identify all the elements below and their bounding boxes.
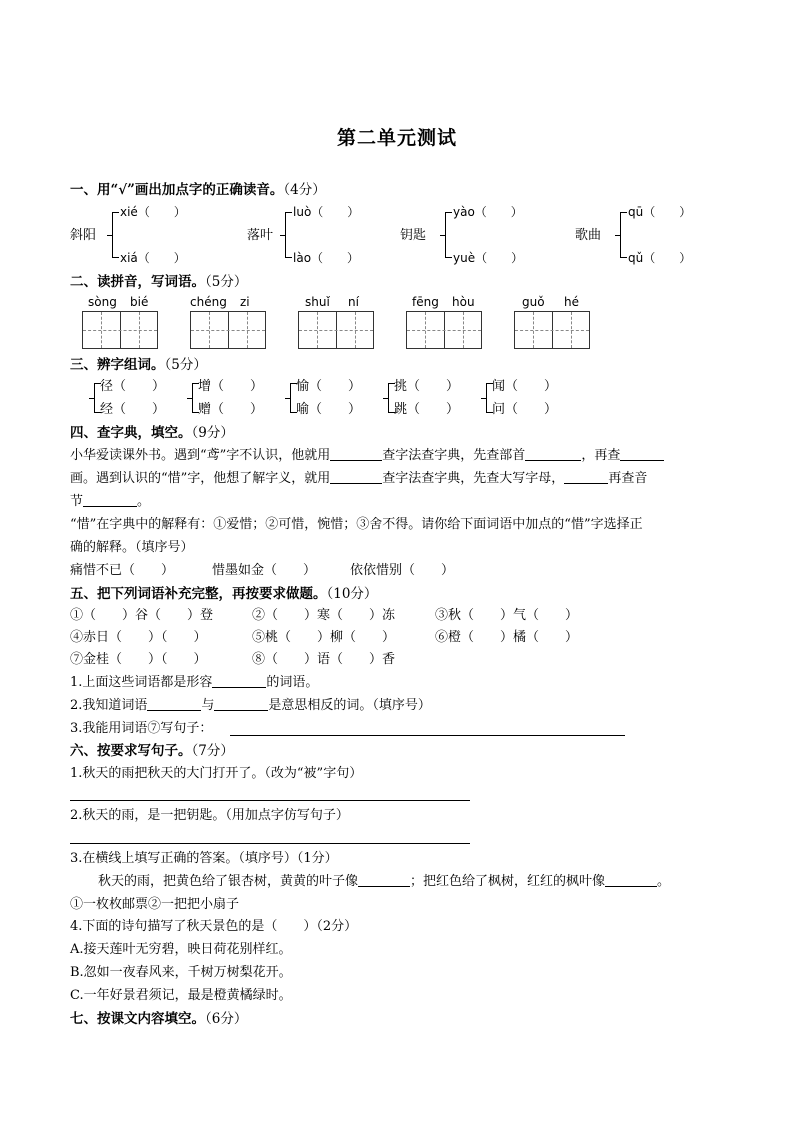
section-7-heading bbox=[70, 1009, 247, 1029]
text: 2.我知道词语 bbox=[70, 698, 148, 713]
text: 查字法查字典，先查大写字母， bbox=[382, 471, 565, 486]
reading-option[interactable]: xié（ ） bbox=[120, 205, 186, 219]
word-1: 斜阳 bbox=[70, 228, 97, 243]
brace bbox=[94, 383, 95, 413]
s6-question-4: 4.下面的诗句描写了秋天景色的是（ ）（2分） bbox=[70, 919, 358, 934]
text: 与 bbox=[201, 698, 215, 713]
reading-option[interactable]: qū（ ） bbox=[628, 205, 692, 219]
idiom-item[interactable]: ⑧（ ）语（ ）香 bbox=[252, 652, 396, 667]
text: ，再查 bbox=[581, 448, 621, 463]
idiom-item[interactable]: ⑥橙（ ）橘（ ） bbox=[435, 630, 579, 645]
text: 小华爱读课外书。遇到“鸢”字不认识，他就用 bbox=[70, 448, 331, 463]
text: 画。遇到认识的“惜”字，他想了解字义，就用 bbox=[70, 471, 331, 486]
option-c[interactable]: C.一年好景君须记，最是橙黄橘绿时。 bbox=[70, 988, 292, 1003]
char-item[interactable]: 增（ ） bbox=[198, 379, 264, 394]
writing-grid[interactable] bbox=[190, 311, 266, 349]
brace bbox=[620, 212, 621, 258]
text: 秋天的雨，把黄色给了银杏树，黄黄的叶子像 bbox=[98, 874, 359, 889]
s4-line-1 bbox=[70, 446, 664, 466]
text: 的词语。 bbox=[266, 675, 319, 690]
section-5-title: 五、把下列词语补充完整，再按要求做题。 bbox=[70, 586, 327, 602]
text: 是意思相反的词。（填序号） bbox=[268, 698, 431, 713]
writing-grid[interactable] bbox=[298, 311, 374, 349]
section-5-heading bbox=[70, 584, 377, 604]
idiom-item[interactable]: ⑦金桂（ ）（ ） bbox=[70, 652, 207, 667]
pinyin: ní bbox=[348, 295, 359, 309]
reading-option[interactable]: luò（ ） bbox=[293, 205, 360, 219]
section-3-heading bbox=[70, 355, 207, 375]
section-4-heading bbox=[70, 423, 234, 443]
section-2-title: 二、读拼音，写词语。 bbox=[70, 274, 205, 290]
reading-option[interactable]: yuè（ ） bbox=[453, 251, 524, 265]
writing-grid[interactable] bbox=[514, 311, 590, 349]
text: 查字法查字典，先查部首 bbox=[382, 448, 526, 463]
blank[interactable] bbox=[214, 696, 268, 711]
text: 。 bbox=[137, 494, 151, 509]
idiom-item[interactable]: ③秋（ ）气（ ） bbox=[435, 608, 579, 623]
char-item[interactable]: 跳（ ） bbox=[394, 402, 460, 417]
pinyin: bié bbox=[130, 295, 149, 309]
section-5-points: （10分） bbox=[326, 586, 378, 602]
section-1-title: 一、用“√”画出加点字的正确读音。 bbox=[70, 182, 284, 198]
s6-question-3-sentence bbox=[98, 872, 670, 892]
blank[interactable] bbox=[83, 492, 137, 507]
char-item[interactable]: 喻（ ） bbox=[296, 402, 362, 417]
pinyin: sòng bbox=[88, 295, 117, 309]
pinyin: hòu bbox=[452, 295, 475, 309]
blank[interactable] bbox=[525, 446, 581, 461]
reading-option[interactable]: yào（ ） bbox=[453, 205, 523, 219]
section-7-title: 七、按课文内容填空。 bbox=[70, 1011, 205, 1027]
reading-option[interactable]: lào（ ） bbox=[293, 251, 360, 265]
text: 再查音 bbox=[608, 471, 648, 486]
char-item[interactable]: 闻（ ） bbox=[492, 379, 558, 394]
idiom-item[interactable]: ②（ ）寒（ ）冻 bbox=[252, 608, 396, 623]
char-item[interactable]: 经（ ） bbox=[100, 402, 166, 417]
brace bbox=[112, 212, 113, 258]
section-7-points: （6分） bbox=[205, 1011, 248, 1027]
s4-line-2 bbox=[70, 469, 647, 489]
blank[interactable] bbox=[358, 872, 410, 887]
section-4-title: 四、查字典，填空。 bbox=[70, 425, 192, 441]
pinyin: shuǐ bbox=[305, 295, 330, 309]
s5-question-2 bbox=[70, 696, 431, 716]
blank[interactable] bbox=[212, 673, 266, 688]
section-6-title: 六、按要求写句子。 bbox=[70, 743, 192, 759]
brace bbox=[192, 383, 193, 413]
blank[interactable] bbox=[620, 446, 664, 461]
idiom-item[interactable]: ⑤桃（ ）柳（ ） bbox=[252, 630, 396, 645]
s6-question-3: 3.在横线上填写正确的答案。（填序号）（1分） bbox=[70, 851, 338, 866]
word-3: 钥匙 bbox=[400, 228, 427, 243]
char-item[interactable]: 赠（ ） bbox=[198, 402, 264, 417]
writing-grid[interactable] bbox=[406, 311, 482, 349]
pinyin: guǒ bbox=[522, 295, 545, 309]
char-item[interactable]: 愉（ ） bbox=[296, 379, 362, 394]
answer-line[interactable] bbox=[70, 800, 470, 801]
pinyin: chéng bbox=[190, 295, 227, 309]
s6-question-3-options: ①一枚枚邮票②一把把小扇子 bbox=[70, 897, 240, 912]
s5-question-3: 3.我能用词语⑦写句子： bbox=[70, 721, 213, 736]
word-2: 落叶 bbox=[247, 228, 274, 243]
idiom-item[interactable]: ④赤日（ ）（ ） bbox=[70, 630, 207, 645]
s4-answer-1[interactable]: 痛惜不已（ ） bbox=[70, 563, 175, 578]
pinyin: hé bbox=[564, 295, 579, 309]
section-6-heading bbox=[70, 741, 234, 761]
s4-answer-3[interactable]: 依依惜别（ ） bbox=[350, 563, 455, 578]
brace bbox=[445, 212, 446, 258]
answer-line[interactable] bbox=[70, 843, 470, 844]
section-6-points: （7分） bbox=[191, 743, 234, 759]
section-1-points: （4分） bbox=[283, 182, 326, 198]
blank[interactable] bbox=[605, 872, 657, 887]
section-3-points: （5分） bbox=[164, 357, 207, 373]
section-2-points: （5分） bbox=[205, 274, 248, 290]
pinyin: zi bbox=[240, 295, 250, 309]
text: 。 bbox=[657, 874, 671, 889]
idiom-item[interactable]: ①（ ）谷（ ）登 bbox=[70, 608, 214, 623]
blank[interactable] bbox=[330, 469, 382, 484]
pinyin: fēng bbox=[412, 295, 439, 309]
char-item[interactable]: 问（ ） bbox=[492, 402, 558, 417]
brace bbox=[285, 212, 286, 258]
word-4: 歌曲 bbox=[575, 228, 602, 243]
blank[interactable] bbox=[147, 696, 201, 711]
text: 1.上面这些词语都是形容 bbox=[70, 675, 213, 690]
s6-question-2: 2.秋天的雨，是一把钥匙。（用加点字仿写句子） bbox=[70, 808, 349, 823]
writing-grid[interactable] bbox=[82, 311, 158, 349]
char-item[interactable]: 径（ ） bbox=[100, 379, 166, 394]
text: 节 bbox=[70, 494, 84, 509]
brace bbox=[290, 383, 291, 413]
option-a[interactable]: A.接天莲叶无穷碧，映日荷花别样红。 bbox=[70, 942, 292, 957]
text: ；把红色给了枫树，红红的枫叶像 bbox=[410, 874, 606, 889]
reading-option[interactable]: qǔ（ ） bbox=[628, 251, 692, 265]
s4-line-4: “惜”在字典中的解释有：①爱惜；②可惜，惋惜；③舍不得。请你给下面词语中加点的“惜”字选择正 bbox=[70, 517, 643, 532]
blank[interactable] bbox=[330, 446, 382, 461]
reading-option[interactable]: xiá（ ） bbox=[120, 251, 186, 265]
brace bbox=[486, 383, 487, 413]
s4-line-3 bbox=[70, 492, 150, 512]
s6-question-1: 1.秋天的雨把秋天的大门打开了。（改为“被”字句） bbox=[70, 766, 363, 781]
blank[interactable] bbox=[564, 469, 608, 484]
page-title: 第二单元测试 bbox=[336, 127, 457, 149]
section-4-points: （9分） bbox=[191, 425, 234, 441]
s4-line-5: 确的解释。（填序号） bbox=[70, 540, 194, 555]
section-2-heading bbox=[70, 272, 247, 292]
s5-question-1 bbox=[70, 673, 318, 693]
section-3-title: 三、辨字组词。 bbox=[70, 357, 165, 373]
answer-line[interactable] bbox=[230, 735, 625, 736]
s4-answer-2[interactable]: 惜墨如金（ ） bbox=[212, 563, 317, 578]
section-1-heading bbox=[70, 180, 326, 200]
option-b[interactable]: B.忽如一夜春风来，千树万树梨花开。 bbox=[70, 965, 292, 980]
char-item[interactable]: 挑（ ） bbox=[394, 379, 460, 394]
brace bbox=[388, 383, 389, 413]
